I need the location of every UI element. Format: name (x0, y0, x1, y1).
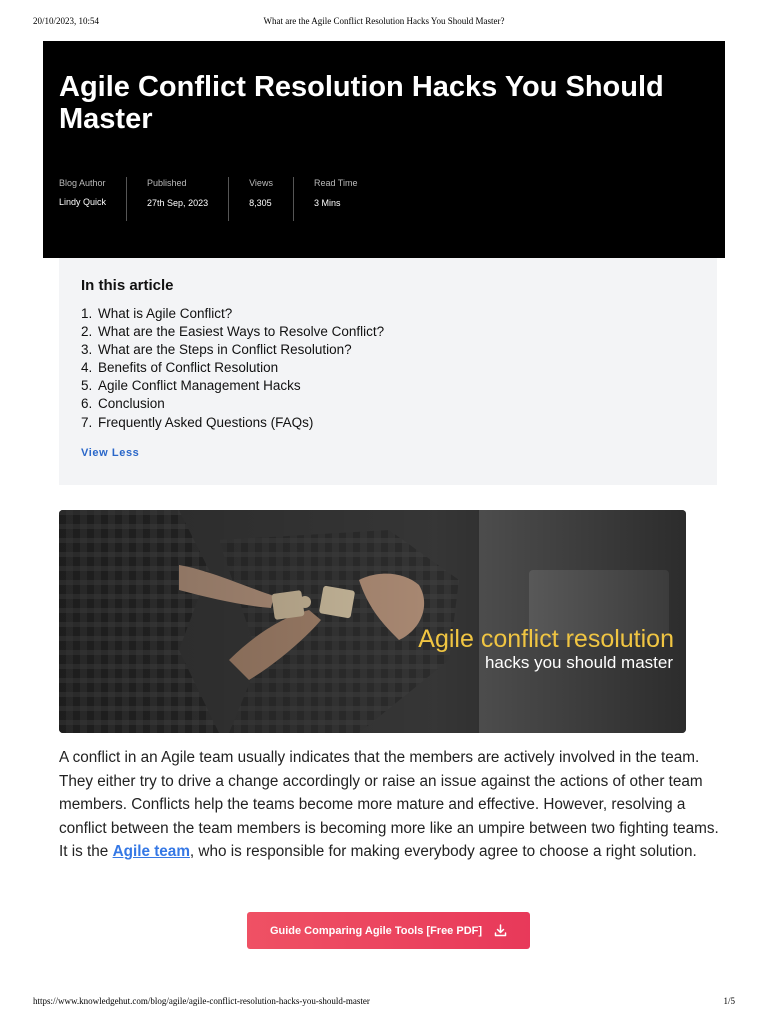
toc-item-number: 1. (81, 306, 93, 321)
intro-text-before-link: A conflict in an Agile team usually indicates that the members are actively involved in the team. They either try to drive a change accordingly or raise an issue against the actions of other team members. Conflicts help the teams become more mature and effective. However, resolving a conflict between the team members is becoming more like an umpire between two fighting teams. It is the (59, 749, 719, 861)
download-guide-label: Guide Comparing Agile Tools [Free PDF] (269, 924, 483, 937)
toc-item-label: Benefits of Conflict Resolution (98, 360, 279, 376)
toc-item-number: 6. (81, 396, 93, 412)
toc-item-label: Conclusion (98, 396, 165, 412)
banner-title: Agile conflict resolution (418, 625, 674, 653)
toc-item[interactable] (81, 341, 384, 359)
article-meta (59, 177, 709, 223)
toc-item-number: 3. (81, 342, 93, 358)
print-page-number: 1/5 (723, 996, 735, 1006)
toc-item-label: What are the Steps in Conflict Resolution? (98, 342, 352, 358)
table-of-contents (59, 258, 717, 485)
toc-view-less-toggle[interactable]: View Less (81, 447, 140, 459)
print-doc-title: What are the Agile Conflict Resolution Hacks You Should Master? (263, 16, 505, 26)
print-header (33, 16, 735, 30)
meta-published-label: Published (147, 178, 187, 188)
meta-published (126, 177, 228, 221)
print-url: https://www.knowledgehut.com/blog/agile/agile-conflict-resolution-hacks-you-should-master (33, 996, 370, 1006)
toc-item-label: Frequently Asked Questions (FAQs) (98, 414, 314, 430)
meta-read-time (293, 177, 378, 221)
intro-text-after-link: , who is responsible for making everybody agree to choose a right solution. (189, 843, 697, 861)
toc-item[interactable] (81, 323, 384, 341)
toc-item-label: What are the Easiest Ways to Resolve Conflict? (98, 324, 385, 340)
meta-views-label: Views (249, 178, 273, 188)
toc-item[interactable] (81, 359, 384, 377)
meta-read-time-label: Read Time (313, 178, 358, 188)
hero-banner-image (59, 510, 686, 733)
meta-author (59, 177, 126, 221)
toc-list (81, 305, 384, 432)
download-guide-button[interactable] (247, 912, 530, 949)
toc-item[interactable] (81, 377, 384, 395)
toc-item-label: What is Agile Conflict? (98, 306, 233, 321)
meta-views-value: 8,305 (249, 198, 272, 208)
toc-item-number: 5. (81, 378, 93, 394)
download-icon (494, 924, 507, 937)
banner-illustration (59, 510, 686, 733)
meta-views (228, 177, 293, 221)
toc-item[interactable] (81, 395, 384, 413)
toc-heading: In this article (81, 277, 174, 294)
print-footer (33, 996, 735, 1008)
toc-item-label: Agile Conflict Management Hacks (98, 378, 301, 394)
meta-author-label: Blog Author (59, 178, 106, 188)
toc-item-number: 7. (81, 414, 93, 430)
toc-item-number: 2. (81, 324, 93, 340)
banner-subtitle: hacks you should master (484, 653, 673, 672)
meta-read-time-value: 3 Mins (313, 198, 341, 208)
meta-author-value[interactable]: Lindy Quick (59, 197, 107, 207)
article-intro-paragraph (59, 746, 719, 864)
hero-section (43, 41, 725, 258)
agile-team-link[interactable]: Agile team (112, 843, 190, 861)
print-datetime: 20/10/2023, 10:54 (33, 16, 100, 26)
toc-item-number: 4. (81, 360, 93, 376)
toc-item[interactable] (81, 305, 384, 323)
page-title: Agile Conflict Resolution Hacks You Should Master (59, 71, 664, 135)
toc-item[interactable] (81, 414, 384, 432)
meta-published-value: 27th Sep, 2023 (147, 198, 209, 208)
